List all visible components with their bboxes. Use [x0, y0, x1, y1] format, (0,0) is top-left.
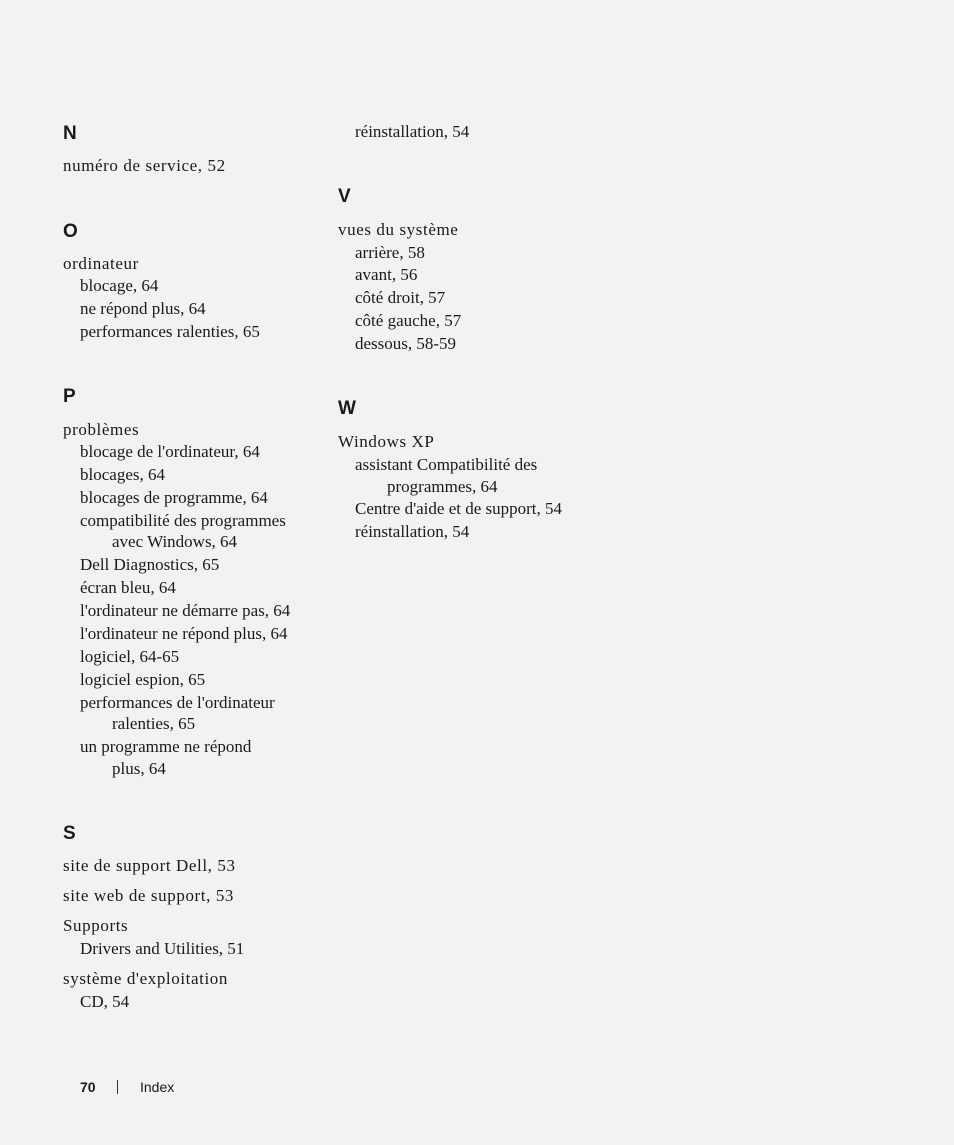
index-subentry: réinstallation, 54 — [355, 522, 470, 541]
index-subentry: blocage, 64 — [80, 276, 159, 295]
index-subentry-continuation: ralenties, 65 — [112, 714, 196, 733]
index-subentry: compatibilité des programmes — [80, 511, 286, 530]
index-subentry: blocages, 64 — [80, 465, 165, 484]
index-subentry: arrière, 58 — [355, 243, 425, 262]
index-entry: système d'exploitation — [63, 969, 228, 988]
index-subentry: assistant Compatibilité des — [355, 455, 538, 474]
index-subentry: l'ordinateur ne démarre pas, 64 — [80, 601, 291, 620]
index-subentry: côté droit, 57 — [355, 288, 446, 307]
index-subentry: blocages de programme, 64 — [80, 488, 268, 507]
index-entry: numéro de service, 52 — [63, 156, 226, 175]
index-subentry: côté gauche, 57 — [355, 311, 462, 330]
index-subentry: écran bleu, 64 — [80, 578, 176, 597]
index-entry: Supports — [63, 916, 129, 935]
index-subentry: performances de l'ordinateur — [80, 693, 275, 712]
page-number: 70 — [80, 1079, 96, 1095]
index-subentry: performances ralenties, 65 — [80, 322, 260, 341]
index-subentry: Drivers and Utilities, 51 — [80, 939, 245, 958]
index-subentry: logiciel espion, 65 — [80, 670, 206, 689]
index-letter-v: V — [338, 186, 351, 207]
index-subentry-continuation: programmes, 64 — [387, 477, 498, 496]
index-letter-w: W — [338, 398, 356, 419]
index-subentry: ne répond plus, 64 — [80, 299, 206, 318]
index-letter-n: N — [63, 123, 77, 144]
footer-divider — [117, 1080, 118, 1094]
index-subentry: Centre d'aide et de support, 54 — [355, 499, 563, 518]
index-entry: site web de support, 53 — [63, 886, 235, 905]
index-subentry-continuation: plus, 64 — [112, 759, 166, 778]
index-letter-o: O — [63, 221, 78, 242]
index-subentry: logiciel, 64-65 — [80, 647, 180, 666]
index-subentry: Dell Diagnostics, 65 — [80, 555, 220, 574]
index-entry: ordinateur — [63, 254, 139, 273]
index-entry: problèmes — [63, 420, 140, 439]
index-subentry: un programme ne répond — [80, 737, 252, 756]
index-entry: site de support Dell, 53 — [63, 856, 236, 875]
index-entry: Windows XP — [338, 432, 435, 451]
index-subentry: avant, 56 — [355, 265, 418, 284]
index-subentry: CD, 54 — [80, 992, 130, 1011]
index-subentry: blocage de l'ordinateur, 64 — [80, 442, 260, 461]
index-subentry: l'ordinateur ne répond plus, 64 — [80, 624, 288, 643]
index-letter-s: S — [63, 823, 76, 844]
index-subentry: réinstallation, 54 — [355, 122, 470, 141]
footer-section-title: Index — [140, 1079, 175, 1095]
index-subentry-continuation: avec Windows, 64 — [112, 532, 238, 551]
index-letter-p: P — [63, 386, 76, 407]
index-subentry: dessous, 58-59 — [355, 334, 457, 353]
index-entry: vues du système — [338, 220, 459, 239]
